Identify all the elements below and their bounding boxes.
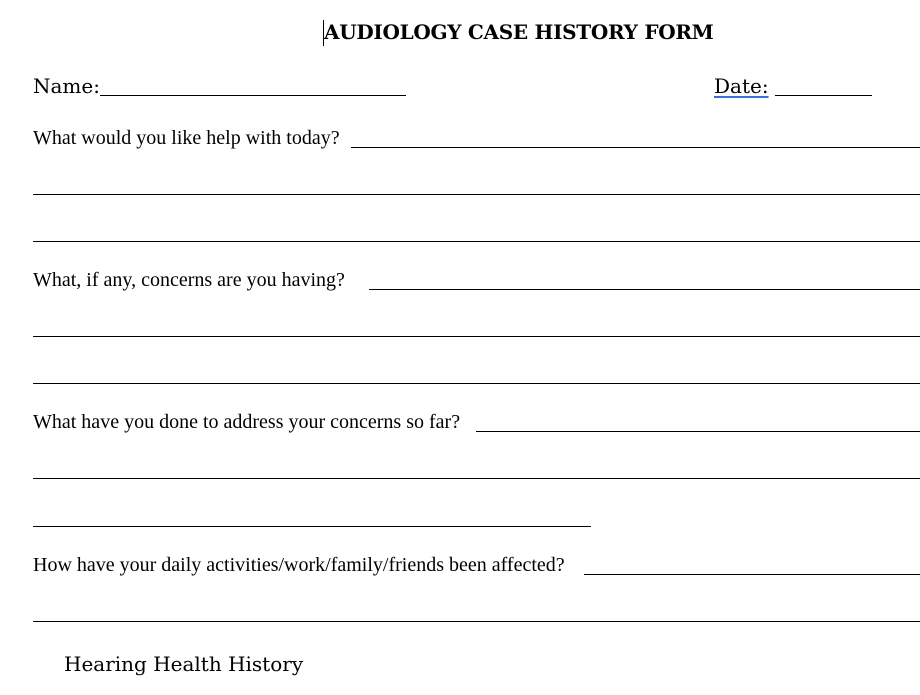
answer-line[interactable] [33, 336, 920, 337]
answer-line[interactable] [33, 241, 920, 242]
name-field-line[interactable] [100, 95, 406, 96]
answer-line[interactable] [33, 526, 591, 527]
answer-line[interactable] [33, 194, 920, 195]
answer-line[interactable] [33, 621, 920, 622]
section-heading-hearing-health-history: Hearing Health History [64, 652, 304, 676]
answer-line[interactable] [369, 289, 920, 290]
question-concerns: What, if any, concerns are you having? [33, 269, 345, 291]
name-label: Name: [33, 74, 100, 98]
form-title: AUDIOLOGY CASE HISTORY FORM [324, 20, 714, 44]
answer-line[interactable] [33, 478, 920, 479]
answer-line[interactable] [33, 383, 920, 384]
question-activities-affected: How have your daily activities/work/family/friends been affected? [33, 554, 565, 576]
answer-line[interactable] [584, 574, 920, 575]
question-help-today: What would you like help with today? [33, 127, 340, 149]
answer-line[interactable] [476, 431, 920, 432]
answer-line[interactable] [351, 147, 920, 148]
date-label: Date: [714, 74, 769, 98]
question-addressed-concerns: What have you done to address your concerns so far? [33, 411, 461, 433]
date-field-line[interactable] [775, 95, 872, 96]
